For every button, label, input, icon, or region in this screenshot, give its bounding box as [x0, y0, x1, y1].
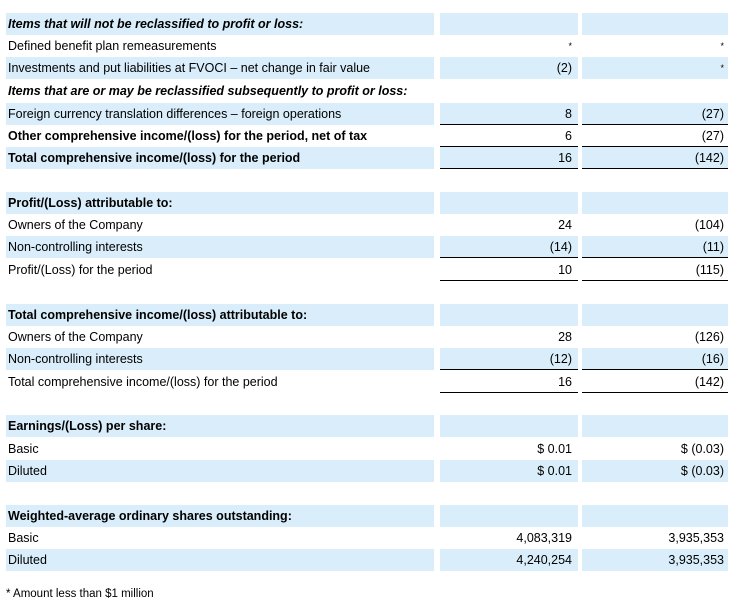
value-current: 28 — [558, 330, 572, 344]
value-prior: (27) — [582, 125, 728, 147]
row-label: Investments and put liabilities at FVOCI – net change in fair value — [6, 57, 434, 79]
row-label: Defined benefit plan remeasurements — [8, 39, 217, 53]
value-current: $ 0.01 — [537, 442, 572, 456]
value-current — [440, 304, 578, 326]
value-prior — [582, 192, 728, 214]
value-prior: (16) — [582, 348, 728, 370]
value-prior: (104) — [694, 218, 724, 232]
value-prior: * — [720, 41, 724, 51]
row-label: Owners of the Company — [8, 330, 143, 344]
value-prior: (126) — [694, 330, 724, 344]
value-current — [440, 505, 578, 527]
value-prior — [582, 13, 728, 35]
value-prior: * — [582, 57, 728, 79]
row-label: Diluted — [6, 460, 434, 482]
value-prior: (11) — [582, 236, 728, 258]
value-prior — [582, 505, 728, 527]
value-prior: 3,935,353 — [668, 531, 724, 545]
row-label: Total comprehensive income/(loss) for the period — [8, 375, 278, 389]
value-prior: (27) — [582, 103, 728, 125]
footnote: * Amount less than $1 million — [6, 588, 154, 600]
row-label: Owners of the Company — [8, 218, 143, 232]
value-current — [440, 415, 578, 437]
value-prior — [582, 415, 728, 437]
value-current: 6 — [440, 125, 578, 147]
row-label: Non-controlling interests — [6, 236, 434, 258]
row-label: Items that will not be reclassified to profit or loss: — [6, 13, 434, 35]
value-current: 24 — [558, 218, 572, 232]
row-label: Profit/(Loss) attributable to: — [6, 192, 434, 214]
value-current: 4,240,254 — [440, 549, 578, 571]
value-prior: (142) — [582, 147, 728, 169]
row-label: Basic — [8, 531, 39, 545]
value-prior: 3,935,353 — [582, 549, 728, 571]
value-prior: (115) — [582, 259, 728, 281]
value-current: 4,083,319 — [516, 531, 572, 545]
value-prior: (142) — [582, 371, 728, 393]
value-current: 10 — [440, 259, 578, 281]
value-prior: $ (0.03) — [582, 460, 728, 482]
value-current: (14) — [440, 236, 578, 258]
value-current: (2) — [440, 57, 578, 79]
row-label: Basic — [8, 442, 39, 456]
row-label: Items that are or may be reclassified subsequently to profit or loss: — [8, 84, 408, 98]
row-label: Total comprehensive income/(loss) attributable to: — [6, 304, 434, 326]
value-prior — [582, 80, 728, 102]
value-current: * — [568, 41, 572, 51]
value-prior: $ (0.03) — [680, 442, 724, 456]
value-current — [440, 192, 578, 214]
row-label: Diluted — [6, 549, 434, 571]
value-current — [440, 80, 578, 102]
value-current: 16 — [440, 147, 578, 169]
row-label: Total comprehensive income/(loss) for the period — [6, 147, 434, 169]
row-label: Other comprehensive income/(loss) for the period, net of tax — [8, 129, 368, 143]
row-label: Earnings/(Loss) per share: — [6, 415, 434, 437]
value-current: (12) — [440, 348, 578, 370]
value-current — [440, 13, 578, 35]
value-current: $ 0.01 — [440, 460, 578, 482]
row-label: Foreign currency translation differences – foreign operations — [6, 103, 434, 125]
value-prior — [582, 304, 728, 326]
value-current: 16 — [440, 371, 578, 393]
value-current: 8 — [440, 103, 578, 125]
row-label: Weighted-average ordinary shares outstanding: — [6, 505, 434, 527]
row-label: Profit/(Loss) for the period — [8, 263, 153, 277]
row-label: Non-controlling interests — [6, 348, 434, 370]
